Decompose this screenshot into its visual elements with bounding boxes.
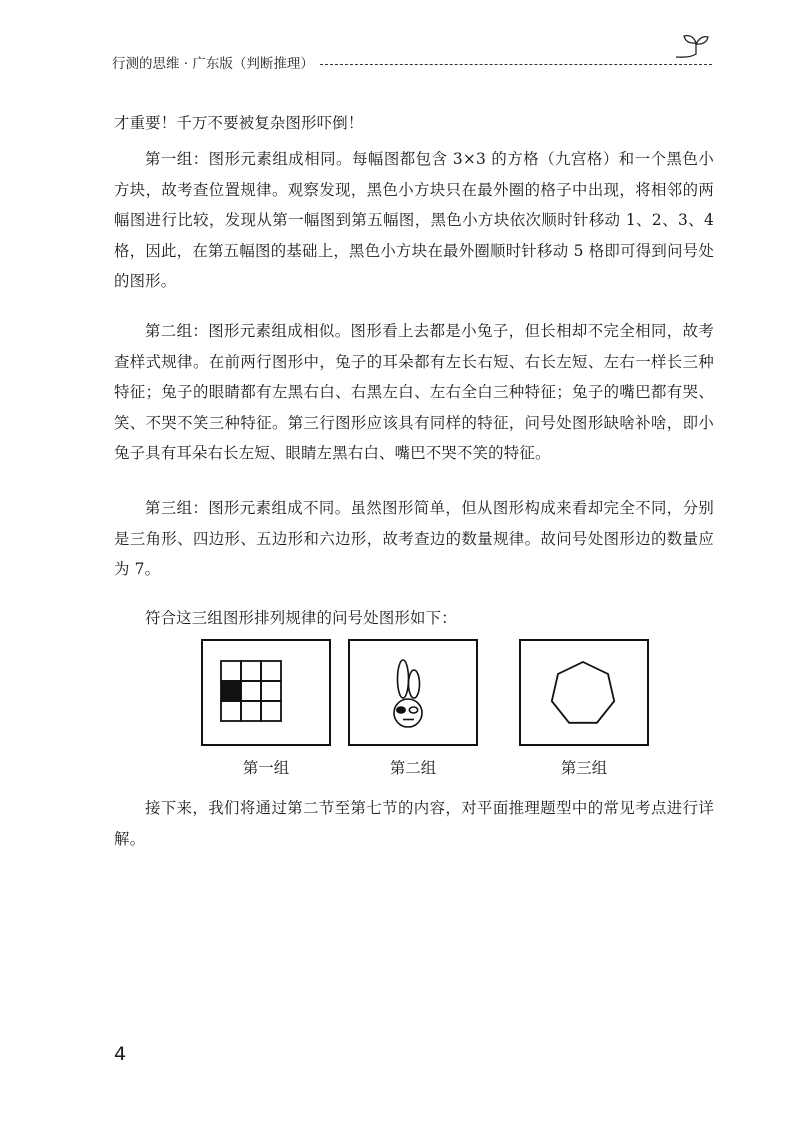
grid-cell <box>241 681 261 701</box>
black-cell <box>221 681 241 701</box>
running-header <box>112 50 712 74</box>
paragraph-next-sections: 接下来，我们将通过第二节至第七节的内容，对平面推理题型中的常见考点进行详解。 <box>114 799 714 848</box>
grid-cell <box>221 661 241 681</box>
paragraph-group-three: 第三组：图形元素组成不同。虽然图形简单，但从图形构成来看却完全不同，分别是三角形、四边形、五边形和六边形，故考查边的数量规律。故问号处图形边的数量应为 7。 <box>114 499 714 578</box>
figure-heptagon <box>519 639 649 746</box>
figure-rabbit <box>348 639 478 746</box>
rabbit-left-eye <box>397 707 405 713</box>
caption-group-three: 第三组 <box>560 759 608 777</box>
caption-group-one: 第一组 <box>242 759 290 777</box>
rabbit-right-ear <box>409 670 420 698</box>
grid-cell <box>221 701 241 721</box>
grid-cell <box>241 701 261 721</box>
header-title: 行测的思维 · 广东版（判断推理） <box>112 56 314 72</box>
page-number: 4 <box>114 1043 127 1065</box>
rabbit-right-eye <box>409 707 417 713</box>
heptagon-shape <box>552 662 614 723</box>
paragraph-intro: 才重要！千万不要被复杂图形吓倒！ <box>114 114 364 132</box>
paragraph-answer-intro: 符合这三组图形排列规律的问号处图形如下： <box>145 609 457 627</box>
caption-group-two: 第二组 <box>389 759 437 777</box>
sprout-icon <box>672 30 712 64</box>
paragraph-group-one: 第一组：图形元素组成相同。每幅图都包含 3×3 的方格（九宫格）和一个黑色小方块，故考查位置规律。观察发现，黑色小方块只在最外圈的格子中出现，将相邻的两幅图进行比较，发现从第一幅图到第五幅图，黑色小方块依次顺时针移动 1、2、3、4 格，因此，在第五幅图的基础上，黑色小方块在最外圈顺时针移动 5 格即可得到问号处的图形。 <box>114 150 714 290</box>
rabbit-left-ear <box>398 660 409 698</box>
grid-cell <box>261 681 281 701</box>
nine-grid <box>221 661 281 721</box>
figure-grid <box>201 639 331 746</box>
grid-cell <box>261 661 281 681</box>
grid-cell <box>261 701 281 721</box>
paragraph-group-two: 第二组：图形元素组成相似。图形看上去都是小兔子，但长相却不完全相同，故考查样式规律。在前两行图形中，兔子的耳朵都有左长右短、右长左短、左右一样长三种特征；兔子的眼睛都有左黑右白、右黑左白、左右全白三种特征；兔子的嘴巴都有哭、笑、不哭不笑三种特征。第三行图形应该具有同样的特征，问号处图形缺啥补啥，即小兔子具有耳朵右长左短、眼睛左黑右白、嘴巴不哭不笑的特征。 <box>114 322 714 462</box>
header-rule <box>320 64 712 65</box>
grid-cell <box>241 661 261 681</box>
